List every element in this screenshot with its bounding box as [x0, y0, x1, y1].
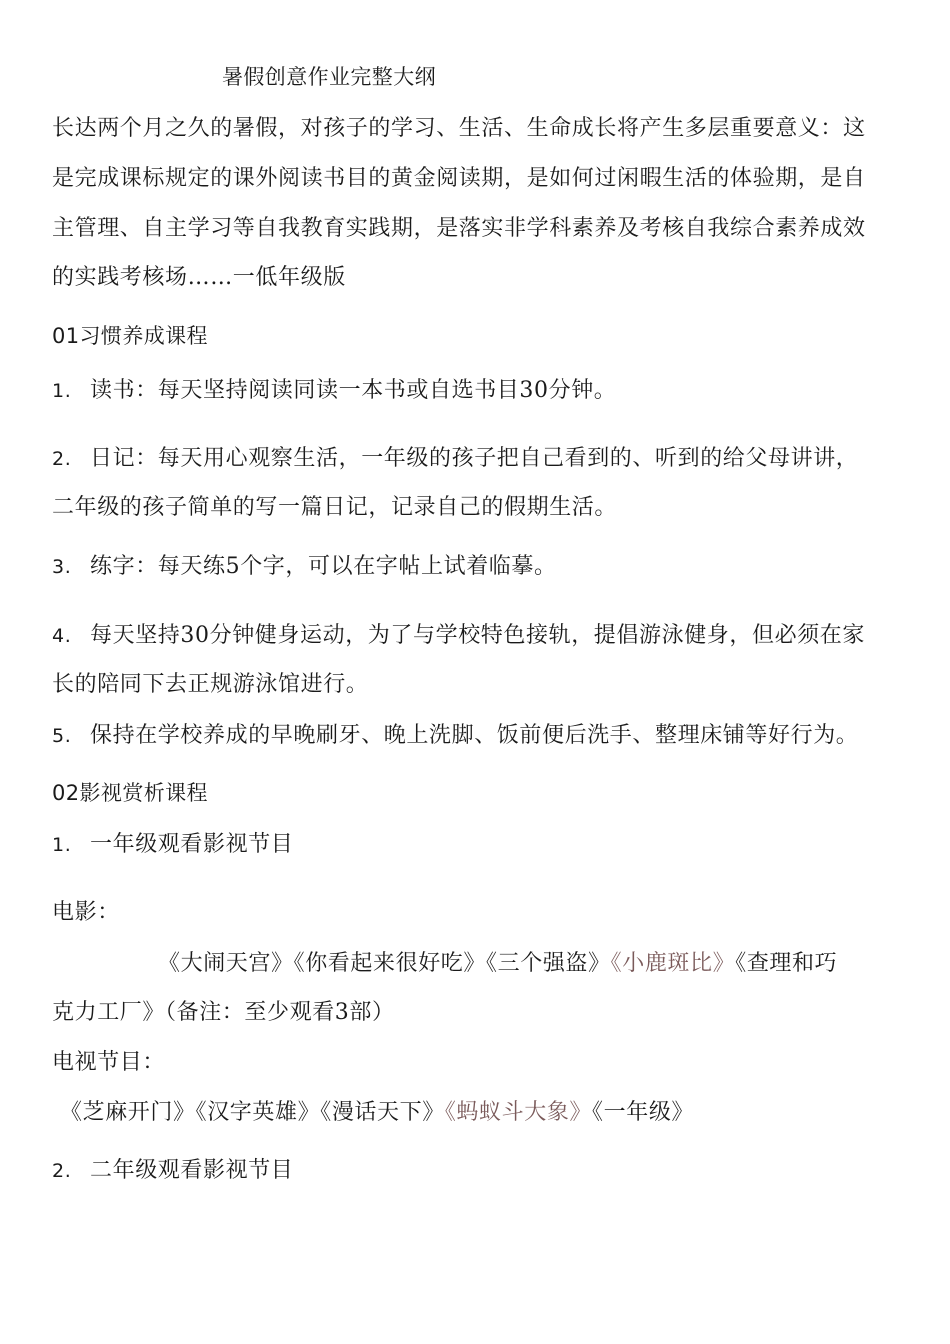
list-item-number: 2. [52, 448, 72, 470]
list-item [52, 721, 858, 751]
tv-title: 《蚂蚁斗大象》 [444, 1100, 593, 1125]
list-item-text: 二年级观看影视节目 [90, 1158, 294, 1183]
tv-title: 《芝麻开门》 [60, 1100, 196, 1125]
movies-label: 电影： [52, 900, 120, 925]
tv-title: 《漫话天下》 [320, 1100, 445, 1125]
list-item [52, 830, 293, 860]
list-item-text: 一年级观看影视节目 [90, 832, 294, 857]
list-item [52, 444, 858, 474]
intro-line: 长达两个月之久的暑假，对孩子的学习、生活、生命成长将产生多层重要意义：这 [52, 116, 866, 141]
list-item-number: 1. [52, 380, 72, 402]
list-item-text: 每天坚持30分钟健身运动，为了与学校特色接轨，提倡游泳健身，但必须在家 [90, 623, 865, 648]
section-heading-film: 02影视赏析课程 [52, 781, 208, 805]
tv-title: 《汉字英雄》 [195, 1100, 321, 1125]
intro-line: 是完成课标规定的课外阅读书目的黄金阅读期，是如何过闲暇生活的体验期，是自 [52, 166, 866, 191]
movie-list [158, 949, 837, 979]
list-item-number: 1. [52, 834, 72, 856]
list-item-continuation: 长的陪同下去正规游泳馆进行。 [52, 672, 369, 697]
tv-list [60, 1098, 694, 1128]
list-item-text: 读书：每天坚持阅读同读一本书或自选书目30分钟。 [90, 378, 617, 403]
movie-title: 《三个强盗》 [486, 951, 611, 976]
movie-title: 《大闹天宫》 [158, 951, 294, 976]
intro-line: 主管理、自主学习等自我教育实践期，是落实非学科素养及考核自我综合素养成效 [52, 216, 866, 241]
tv-title: 《一年级》 [592, 1100, 695, 1125]
list-item-continuation: 二年级的孩子简单的写一篇日记，记录自己的假期生活。 [52, 495, 618, 520]
section-heading-habits: 01习惯养成课程 [52, 324, 208, 348]
list-item [52, 621, 865, 651]
list-item [52, 1156, 293, 1186]
tv-label: 电视节目： [52, 1050, 166, 1075]
list-item [52, 552, 557, 582]
list-item-text: 保持在学校养成的早晚刷牙、晚上洗脚、饭前便后洗手、整理床铺等好行为。 [90, 723, 859, 748]
list-item [52, 376, 616, 406]
movie-title: 《查理和巧 [735, 951, 838, 976]
list-item-text: 练字：每天练5个字，可以在字帖上试着临摹。 [90, 554, 557, 579]
list-item-text: 日记：每天用心观察生活，一年级的孩子把自己看到的、听到的给父母讲讲， [90, 446, 859, 471]
list-item-number: 3. [52, 556, 72, 578]
list-item-number: 5. [52, 725, 72, 747]
intro-line: 的实践考核场……一低年级版 [52, 265, 346, 290]
movie-list-continuation: 克力工厂》（备注：至少观看3部） [52, 1000, 395, 1025]
movie-title: 《你看起来很好吃》 [293, 951, 487, 976]
movie-title: 《小鹿斑比》 [610, 951, 736, 976]
list-item-number: 4. [52, 625, 72, 647]
document-title: 暑假创意作业完整大纲 [222, 65, 436, 89]
list-item-number: 2. [52, 1160, 72, 1182]
